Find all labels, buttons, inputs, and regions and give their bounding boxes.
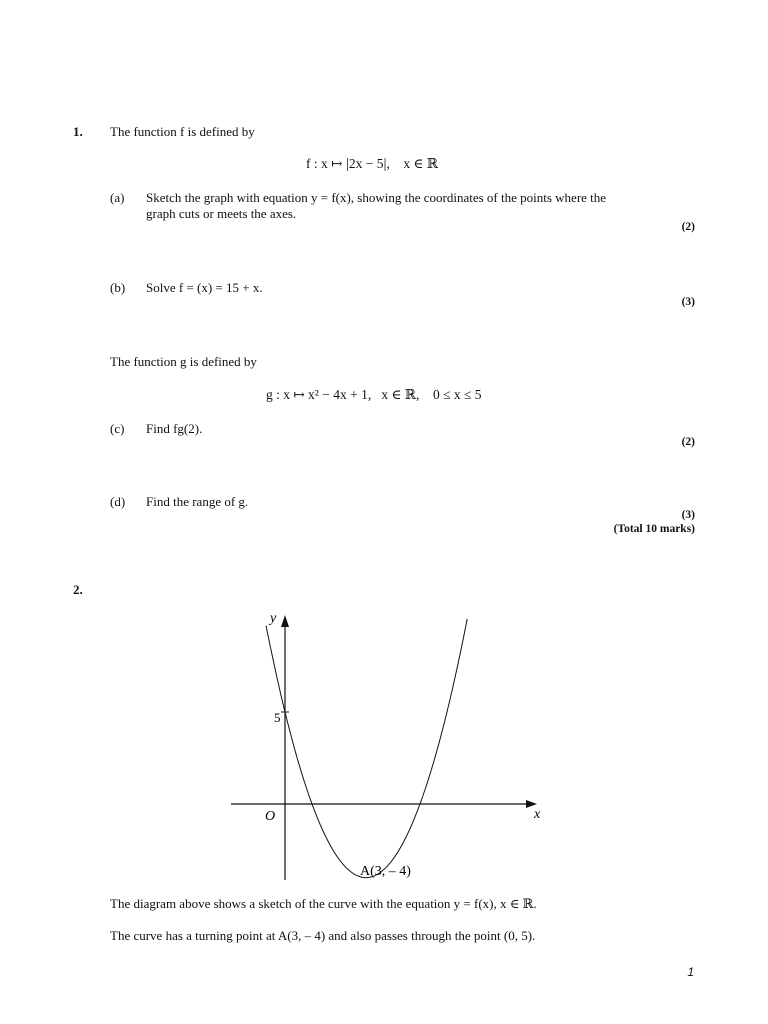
part-a-line1: Sketch the graph with equation y = f(x), showing the coordinates of the points where the bbox=[146, 190, 607, 205]
part-b-text: Solve f = (x) = 15 + x. bbox=[146, 280, 263, 295]
part-c-label: (c) bbox=[110, 421, 125, 436]
part-a-label: (a) bbox=[110, 190, 125, 205]
q1-intro: The function f is defined by bbox=[110, 124, 255, 139]
question-1-number: 1. bbox=[73, 124, 83, 139]
x-axis-label: x bbox=[534, 807, 541, 822]
y-axis-arrow bbox=[281, 615, 289, 627]
q2-line1: The diagram above shows a sketch of the curve with the equation y = f(x), x ∈ ℝ. bbox=[110, 896, 537, 911]
part-c-marks: (2) bbox=[681, 436, 695, 448]
g-def-lhs: g : x ↦ x² − 4x + 1, bbox=[266, 387, 372, 402]
part-d-marks: (3) bbox=[681, 509, 695, 521]
parabola-curve bbox=[266, 619, 467, 878]
part-a-marks: (2) bbox=[681, 221, 695, 233]
question-2-number: 2. bbox=[73, 582, 83, 597]
part-d-text: Find the range of g. bbox=[146, 494, 249, 509]
y-intercept-label: 5 bbox=[274, 710, 281, 725]
page-number: 1 bbox=[687, 965, 694, 979]
part-d-label: (d) bbox=[110, 494, 126, 509]
part-b-label: (b) bbox=[110, 280, 126, 295]
g-intro: The function g is defined by bbox=[110, 354, 257, 369]
part-b-marks: (3) bbox=[681, 296, 695, 308]
q2-line2: The curve has a turning point at A(3, – 4) and also passes through the point (0, 5). bbox=[110, 928, 536, 943]
f-def-body: 2x − 5 bbox=[348, 156, 384, 171]
f-definition: f : x ↦ |2x − 5|, x ∈ ℝ bbox=[306, 156, 439, 172]
turning-point-label: A(3, – 4) bbox=[360, 864, 411, 879]
part-c-text: Find fg(2). bbox=[146, 421, 203, 436]
origin-label: O bbox=[265, 809, 276, 824]
y-axis-label: y bbox=[270, 611, 277, 626]
g-def-domain: x ∈ ℝ, bbox=[381, 387, 420, 402]
g-def-range: 0 ≤ x ≤ 5 bbox=[432, 387, 482, 402]
q1-total-marks: (Total 10 marks) bbox=[613, 523, 695, 535]
part-a-line2: graph cuts or meets the axes. bbox=[146, 206, 297, 221]
f-def-lhs: f : x ↦ bbox=[306, 156, 346, 171]
f-def-domain: x ∈ ℝ bbox=[403, 156, 439, 171]
